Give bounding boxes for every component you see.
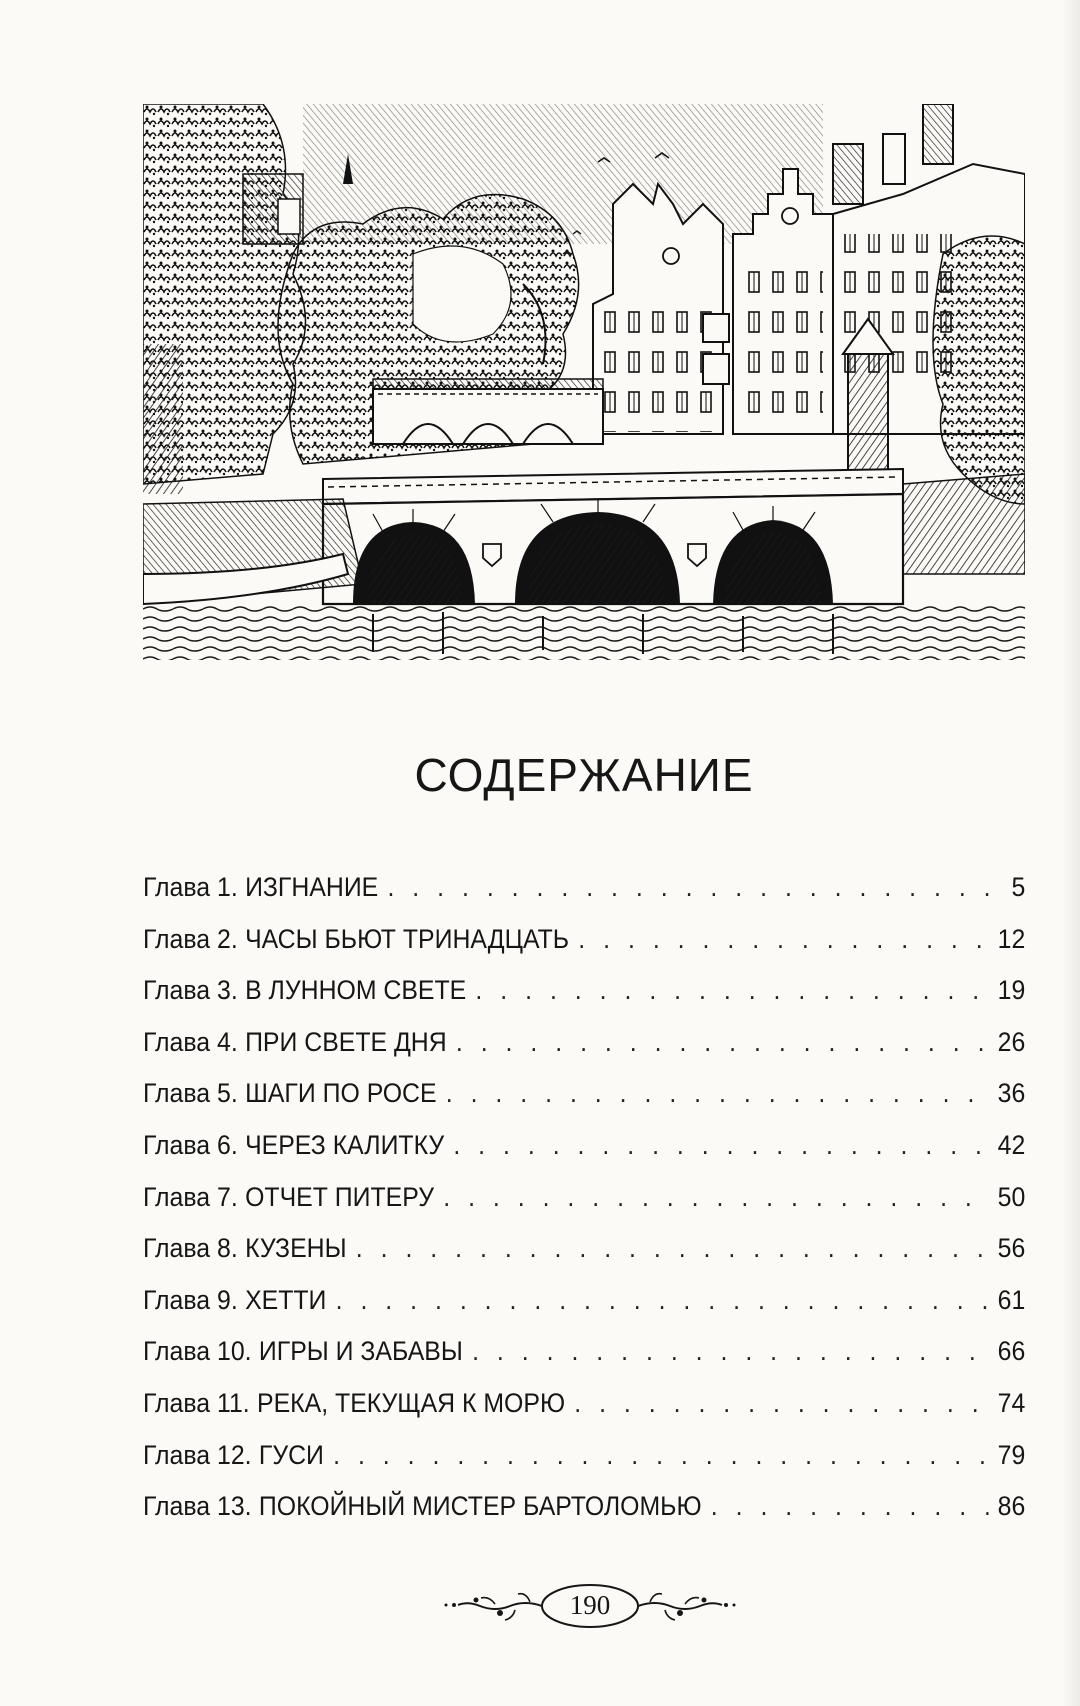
toc-chapter-title: ОТЧЕТ ПИТЕРУ <box>245 1181 435 1212</box>
dot-leader <box>336 1285 989 1316</box>
toc-chapter-number: Глава 7. <box>143 1181 238 1212</box>
bridge-illustration <box>143 104 1025 660</box>
dot-leader <box>574 1388 988 1419</box>
page-folio <box>440 1578 740 1634</box>
toc-entry-10[interactable] <box>143 1336 1025 1388</box>
toc-chapter-number: Глава 4. <box>143 1026 238 1057</box>
toc-chapter-title: ПОКОЙНЫЙ МИСТЕР БАРТОЛОМЬЮ <box>258 1491 702 1522</box>
toc-entry-9[interactable] <box>143 1285 1025 1337</box>
toc-chapter-number: Глава 3. <box>143 975 238 1006</box>
toc-chapter-number: Глава 2. <box>143 923 238 954</box>
toc-page-number: 5 <box>1011 872 1026 902</box>
toc-chapter-number: Глава 12. <box>143 1439 252 1470</box>
toc-page-number: 12 <box>997 923 1026 954</box>
dot-leader <box>356 1233 989 1264</box>
toc-page-number: 86 <box>997 1491 1026 1522</box>
dot-leader <box>711 1491 989 1522</box>
table-of-contents <box>143 872 1025 1543</box>
dot-leader <box>333 1440 988 1471</box>
toc-chapter-title: В ЛУННОМ СВЕТЕ <box>245 975 467 1006</box>
toc-chapter-number: Глава 11. <box>143 1387 250 1418</box>
toc-page-number: 42 <box>997 1129 1026 1160</box>
toc-entry-11[interactable] <box>143 1388 1025 1440</box>
page-edge <box>1062 0 1080 1706</box>
toc-page-number: 79 <box>997 1439 1026 1470</box>
dot-leader <box>443 1182 988 1213</box>
toc-chapter-number: Глава 1. <box>143 872 238 902</box>
toc-page-number: 19 <box>997 975 1026 1006</box>
toc-entry-6[interactable] <box>143 1130 1025 1182</box>
toc-chapter-title: РЕКА, ТЕКУЩАЯ К МОРЮ <box>257 1387 566 1418</box>
toc-chapter-number: Глава 5. <box>143 1078 238 1109</box>
dot-leader <box>578 924 988 955</box>
toc-chapter-title: ХЕТТИ <box>245 1284 327 1315</box>
toc-page-number: 61 <box>997 1284 1026 1315</box>
toc-chapter-title: ПРИ СВЕТЕ ДНЯ <box>245 1026 447 1057</box>
toc-chapter-number: Глава 6. <box>143 1129 238 1160</box>
toc-chapter-title: ГУСИ <box>258 1439 324 1470</box>
toc-chapter-title: ШАГИ ПО РОСЕ <box>245 1078 437 1109</box>
toc-chapter-title: ЧЕРЕЗ КАЛИТКУ <box>245 1129 445 1160</box>
dot-leader <box>453 1130 988 1161</box>
toc-entry-4[interactable] <box>143 1027 1025 1079</box>
toc-heading: СОДЕРЖАНИЕ <box>414 749 754 801</box>
dot-leader <box>472 1336 988 1367</box>
toc-entry-13[interactable] <box>143 1491 1025 1543</box>
toc-entry-5[interactable] <box>143 1078 1025 1130</box>
toc-chapter-title: ИГРЫ И ЗАБАВЫ <box>258 1336 463 1367</box>
toc-chapter-number: Глава 9. <box>143 1284 238 1315</box>
toc-page-number: 74 <box>997 1387 1026 1418</box>
toc-entry-3[interactable] <box>143 975 1025 1027</box>
dot-leader <box>387 872 988 903</box>
toc-chapter-title: ЧАСЫ БЬЮТ ТРИНАДЦАТЬ <box>245 923 570 954</box>
page-number: 190 <box>569 1590 611 1620</box>
toc-chapter-number: Глава 8. <box>143 1233 238 1264</box>
dot-leader <box>456 1027 989 1058</box>
toc-page-number: 50 <box>997 1181 1026 1212</box>
toc-chapter-title: ИЗГНАНИЕ <box>245 872 379 902</box>
toc-entry-8[interactable] <box>143 1233 1025 1285</box>
toc-entry-12[interactable] <box>143 1440 1025 1492</box>
dot-leader <box>475 975 988 1006</box>
toc-chapter-number: Глава 13. <box>143 1491 252 1522</box>
toc-entry-7[interactable] <box>143 1182 1025 1234</box>
toc-page-number: 66 <box>997 1336 1026 1367</box>
dot-leader <box>446 1078 989 1109</box>
toc-entry-2[interactable] <box>143 924 1025 976</box>
toc-page-number: 36 <box>997 1078 1026 1109</box>
toc-chapter-number: Глава 10. <box>143 1336 252 1367</box>
toc-chapter-title: КУЗЕНЫ <box>245 1233 347 1264</box>
toc-page-number: 56 <box>997 1233 1026 1264</box>
toc-page-number: 26 <box>997 1026 1026 1057</box>
toc-entry-1[interactable] <box>143 872 1025 924</box>
